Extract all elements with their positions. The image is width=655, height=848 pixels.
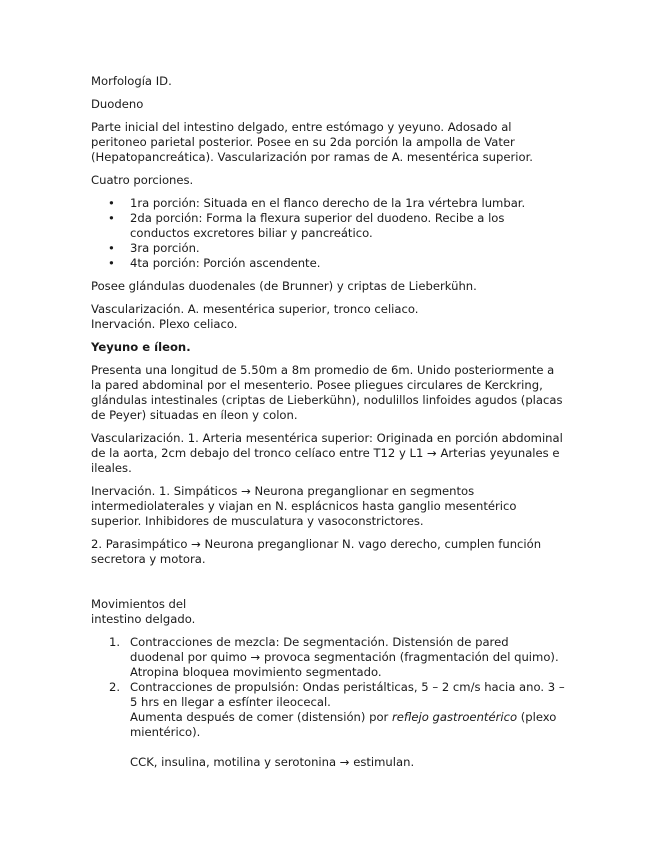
list-item-text: Contracciones de mezcla: De segmentación. Distensión de pared duodenal por quimo → provoca segmentación (fragmentación del quimo). Atropina bloquea movimiento segmentado.: [130, 635, 559, 679]
movements-list: [91, 635, 566, 770]
list-number: 1.: [109, 635, 121, 649]
list-number: 2.: [109, 680, 121, 694]
yeyuno-innervation: Inervación. 1. Simpáticos → Neurona preganglionar en segmentos intermediolaterales y viajan en N. esplácnicos hasta ganglio mesentérico superior. Inhibidores de musculatura y vasoconstrictores.: [91, 484, 517, 528]
duodeno-intro-paragraph: Parte inicial del intestino delgado, entre estómago y yeyuno. Adosado al peritoneo parietal posterior. Posee en su 2da porción la ampolla de Vater (Hepatopancreática). Vascularización por ramas de A. mesentérica superior.: [91, 120, 533, 164]
italic-term: reflejo gastroentérico: [392, 710, 518, 724]
glands-paragraph: Posee glándulas duodenales (de Brunner) y criptas de Lieberkühn.: [91, 279, 477, 293]
yeyuno-parasympathetic: 2. Parasimpático → Neurona preganglionar N. vago derecho, cumplen función secretora y motora.: [91, 537, 542, 566]
list-item: • 4ta porción: Porción ascendente.: [130, 256, 566, 271]
list-item: • 2da porción: Forma la flexura superior del duodeno. Recibe a los conductos excretores biliar y pancreático.: [130, 211, 566, 241]
section-heading-yeyuno: Yeyuno e íleon.: [91, 340, 191, 354]
movimientos-title-line2: intestino delgado.: [91, 612, 196, 626]
yeyuno-vascularization: Vascularización. 1. Arteria mesentérica superior: Originada en porción abdominal de la aorta, 2cm debajo del tronco celíaco entre T12 y L1 → Arterias yeyunales e ileales.: [91, 431, 563, 475]
list-item: [109, 635, 566, 680]
list-item: • 3ra porción.: [130, 241, 566, 256]
section-heading-movimientos: [91, 597, 566, 627]
document-title: Morfología ID.: [91, 74, 172, 88]
list-item-text: Contracciones de propulsión: Ondas peristálticas, 5 – 2 cm/s hacia ano. 3 – 5 hrs en llegar a esfínter ileocecal.: [130, 680, 565, 709]
portions-title: Cuatro porciones.: [91, 173, 194, 187]
movimientos-title-line1: Movimientos del: [91, 597, 187, 611]
list-item-note: CCK, insulina, motilina y serotonina → estimulan.: [130, 755, 415, 769]
list-item: [109, 680, 566, 770]
portions-list: [91, 196, 566, 271]
duodeno-innervation: Inervación. Plexo celiaco.: [91, 317, 238, 331]
document-body: [91, 74, 566, 770]
blank-line: [91, 567, 566, 582]
duodeno-vascularization: Vascularización. A. mesentérica superior, tronco celiaco.: [91, 302, 419, 316]
list-item: • 1ra porción: Situada en el flanco derecho de la 1ra vértebra lumbar.: [130, 196, 566, 211]
yeyuno-intro-paragraph: Presenta una longitud de 5.50m a 8m promedio de 6m. Unido posteriormente a la pared abdominal por el mesenterio. Posee pliegues circulares de Kerckring, glándulas intestinales (criptas de Lieberkühn), nodulillos linfoides agudos (placas de Peyer) situadas en íleon y colon.: [91, 363, 563, 422]
section-heading-duodeno: Duodeno: [91, 97, 144, 111]
blank-line: [130, 740, 566, 755]
list-item-continuation: Aumenta después de comer (distensión) por reflejo gastroentérico (plexo mientérico).: [130, 710, 557, 739]
